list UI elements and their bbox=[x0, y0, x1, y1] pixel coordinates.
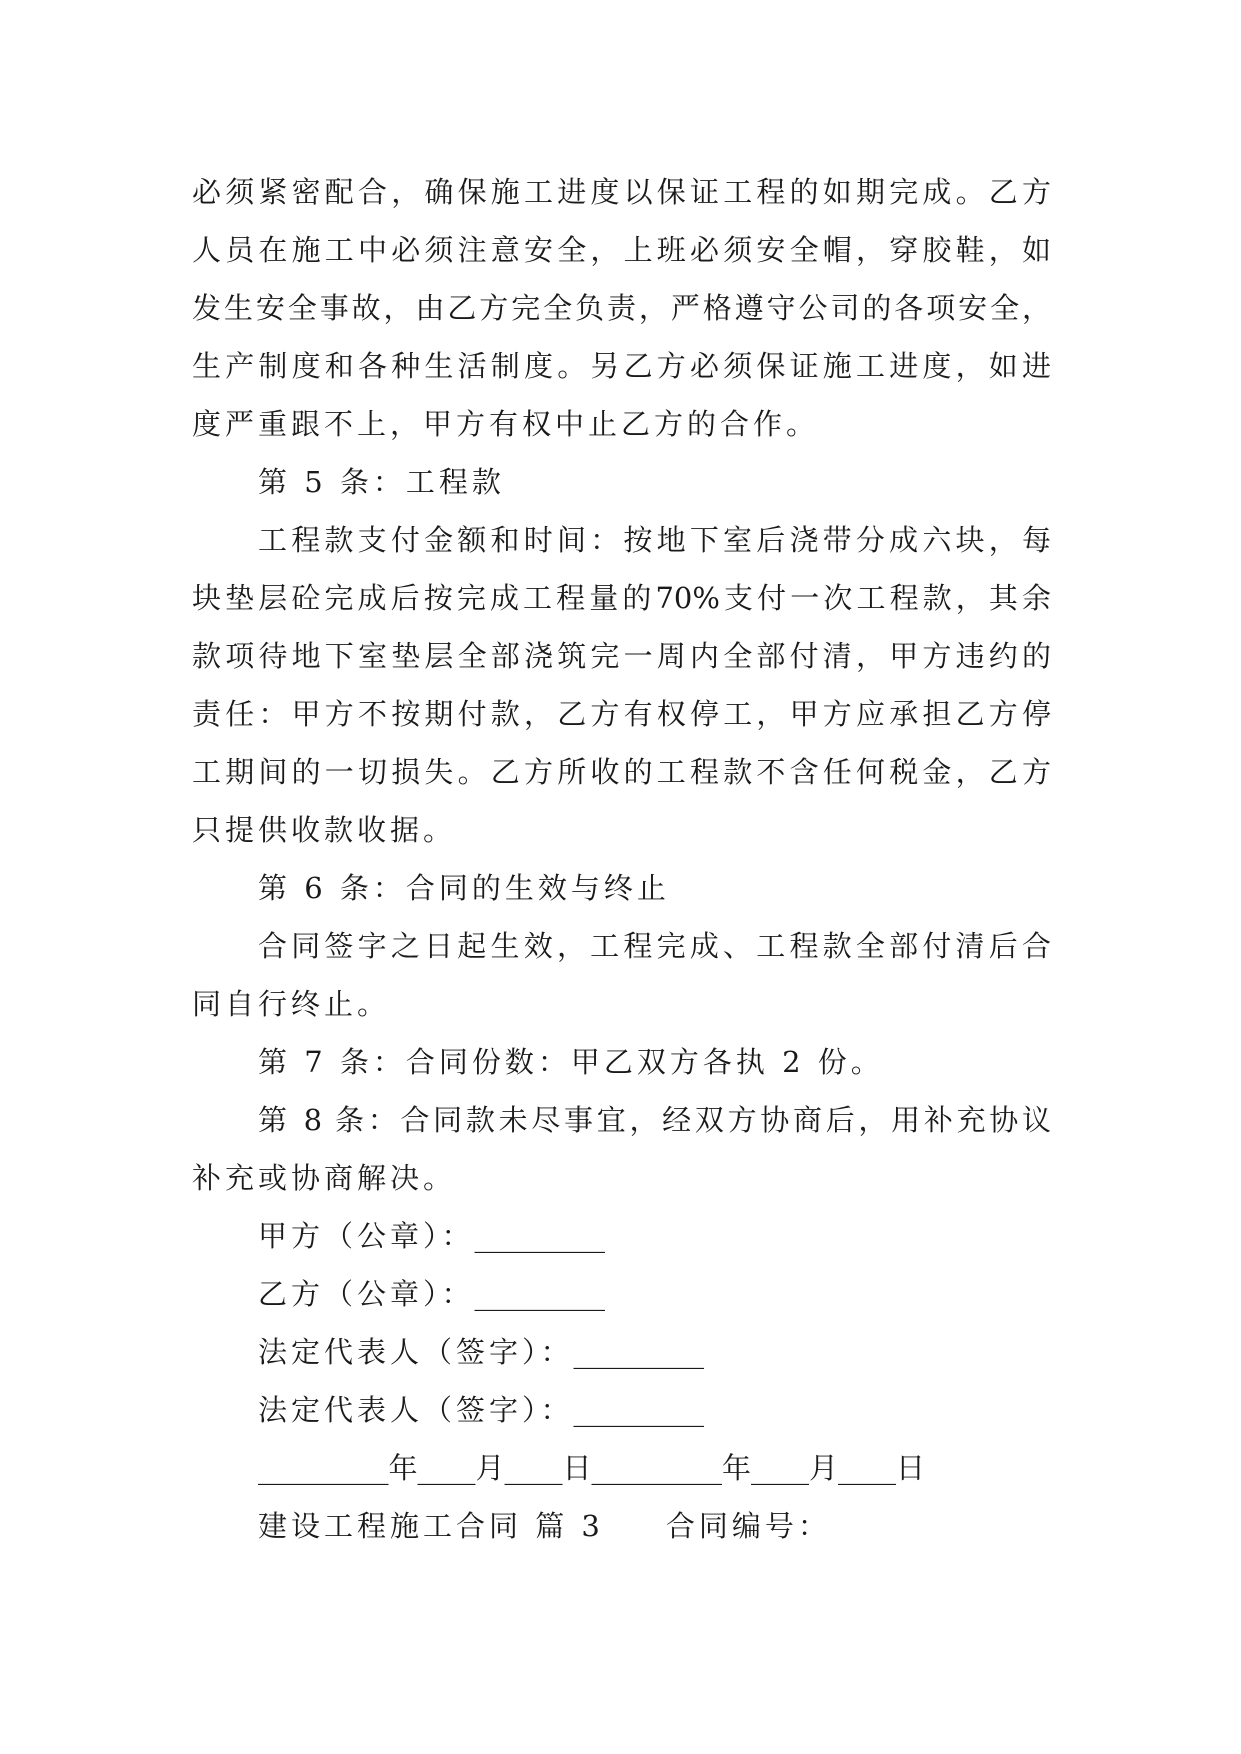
signature-label: 乙方（公章）： bbox=[258, 1277, 475, 1311]
clause5-line: 只提供收款收据。 bbox=[192, 813, 457, 847]
clause4-line: 发生安全事故，由乙方完全负责，严格遵守公司的各项安全， bbox=[192, 291, 1051, 325]
clause4-line: 生产制度和各种生活制度。另乙方必须保证施工进度，如进 bbox=[192, 349, 1051, 383]
clause5-line: 责任：甲方不按期付款，乙方有权停工，甲方应承担乙方停 bbox=[192, 697, 1051, 731]
contract-number-label: 合同编号： bbox=[665, 1509, 831, 1543]
clause8-line: 补充或协商解决。 bbox=[192, 1161, 457, 1195]
clause8-line: 第 8 条：合同款未尽事宜，经双方协商后，用补充协议 bbox=[258, 1103, 1051, 1137]
section-title: 建设工程施工合同 篇 3 bbox=[258, 1509, 604, 1543]
next-section-heading bbox=[192, 1497, 1051, 1555]
signature-blank: _________ bbox=[474, 1219, 606, 1253]
clause5-heading: 第 5 条：工程款 bbox=[258, 465, 505, 499]
signature-legal-rep-b bbox=[192, 1381, 1051, 1439]
signature-label: 甲方（公章）： bbox=[258, 1219, 475, 1253]
signature-label: 法定代表人（签字）： bbox=[258, 1335, 574, 1369]
clause5-line: 款项待地下室垫层全部浇筑完一周内全部付清，甲方违约的 bbox=[192, 639, 1051, 673]
clause4-line: 度严重跟不上，甲方有权中止乙方的合作。 bbox=[192, 407, 820, 441]
signature-blank: _________ bbox=[474, 1277, 606, 1311]
clause6-line: 合同签字之日起生效，工程完成、工程款全部付清后合 bbox=[258, 929, 1051, 963]
signature-party-a bbox=[192, 1207, 1051, 1265]
signature-party-b bbox=[192, 1265, 1051, 1323]
clause6-heading: 第 6 条：合同的生效与终止 bbox=[258, 871, 670, 905]
clause7-text: 第 7 条：合同份数：甲乙双方各执 2 份。 bbox=[258, 1045, 884, 1079]
signature-label: 法定代表人（签字）： bbox=[258, 1393, 574, 1427]
signature-legal-rep-a bbox=[192, 1323, 1051, 1381]
document-page bbox=[192, 163, 1051, 1555]
signature-blank: _________ bbox=[573, 1393, 705, 1427]
signature-blank: _________ bbox=[573, 1335, 705, 1369]
signing-date-line: _________年____月____日_________年____月____日 bbox=[258, 1451, 926, 1485]
clause5-line: 工程款支付金额和时间：按地下室后浇带分成六块，每 bbox=[258, 523, 1051, 557]
clause5-line: 工期间的一切损失。乙方所收的工程款不含任何税金，乙方 bbox=[192, 755, 1051, 789]
clause6-line: 同自行终止。 bbox=[192, 987, 391, 1021]
clause4-line: 必须紧密配合，确保施工进度以保证工程的如期完成。乙方 bbox=[192, 175, 1051, 209]
clause5-line: 块垫层砼完成后按完成工程量的70%支付一次工程款，其余 bbox=[192, 581, 1051, 615]
clause4-line: 人员在施工中必须注意安全，上班必须安全帽，穿胶鞋，如 bbox=[192, 233, 1051, 267]
